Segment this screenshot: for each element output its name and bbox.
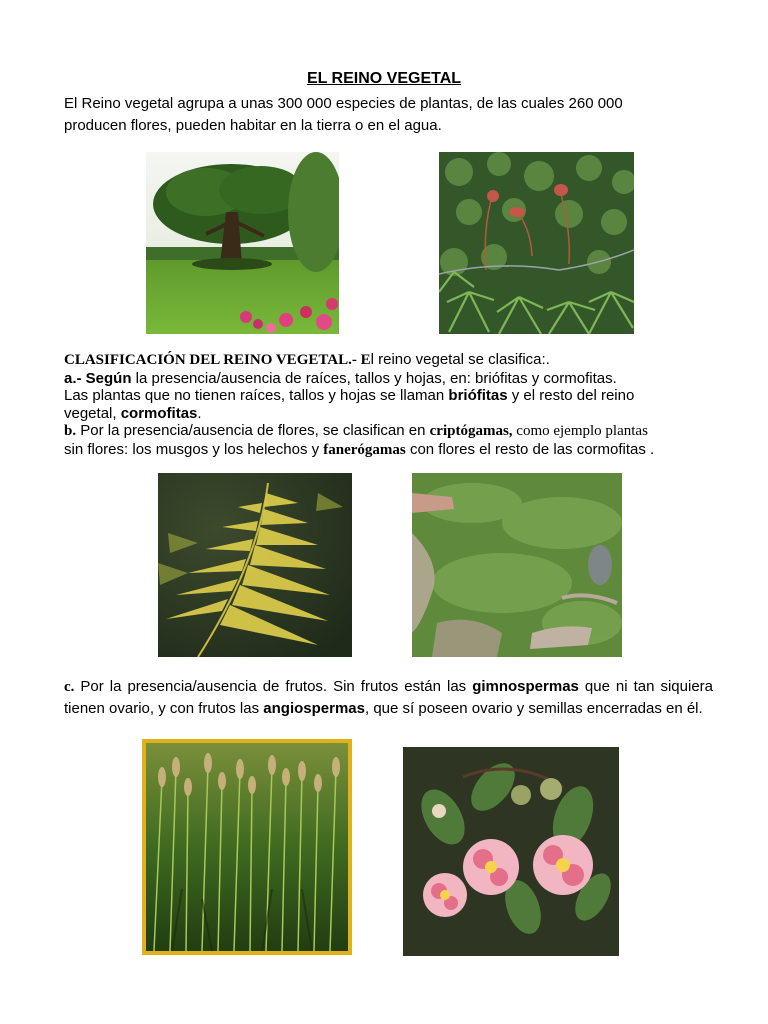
criterion-a-label: a.- Según (64, 369, 132, 387)
briofitas-term: briófitas (448, 387, 508, 404)
page-title: EL REINO VEGETAL (306, 70, 462, 87)
criterion-b2-text: sin flores: los musgos y los helechos y (64, 440, 324, 458)
criterion-a-line-3 (64, 405, 714, 423)
criterion-a2-rest: y el resto del reino (507, 387, 635, 404)
classification-heading-line (64, 351, 714, 370)
fruits-text-1: Por la presencia/ausencia de frutos. Sin frutos están las (74, 678, 473, 695)
tree-photo (146, 152, 339, 334)
classification-heading: CLASIFICACIÓN DEL REINO VEGETAL.- (64, 352, 357, 368)
fanerogamas-term: fanerógamas (323, 441, 406, 458)
classification-heading-letter: E (356, 352, 371, 368)
fruits-text-3: , que sí poseen ovario y semillas encerradas en él. (365, 700, 703, 717)
gimnospermas-term: gimnospermas (472, 678, 579, 695)
moss-photo (439, 152, 634, 334)
intro-line-2: producen flores, pueden habitar en la tierra o en el agua. (64, 117, 442, 134)
fern-photo (158, 473, 352, 657)
intro-paragraph (64, 93, 712, 137)
fruits-text-2: que ni tan siquiera tienen ovario, y con frutos las (64, 678, 713, 717)
camellia-photo (403, 747, 619, 956)
criterion-a3-text: vegetal, (64, 404, 121, 422)
criterion-a-line (64, 370, 714, 388)
criterion-b-text: Por la presencia/ausencia de flores, se clasifican en (76, 422, 430, 439)
moss-carpet-photo (412, 473, 622, 657)
angiospermas-term: angiospermas (263, 700, 365, 717)
criterion-b-example: como ejemplo plantas (512, 423, 648, 439)
cormofitas-term: cormofitas (120, 404, 198, 422)
criptogamas-term: criptógamas, (429, 423, 513, 439)
criterion-a-text: la presencia/ausencia de raíces, tallos y hojas, en: briófitas y cormofitas. (131, 369, 617, 387)
criterion-c-label: c. (64, 679, 75, 695)
classification-section (64, 351, 714, 459)
criterion-b2-rest: con flores el resto de las cormofitas . (405, 440, 655, 458)
grass-photo (142, 739, 352, 955)
criterion-a2-text: Las plantas que no tienen raíces, tallos y hojas se llaman (64, 387, 449, 404)
criterion-a3-end: . (197, 404, 202, 422)
criterion-b-label: b. (64, 423, 77, 439)
criterion-a-line-2 (64, 387, 714, 405)
criterion-b-line-2 (64, 441, 714, 460)
criterion-b-line (64, 422, 714, 441)
classification-heading-rest: l reino vegetal se clasifica:. (370, 351, 550, 368)
fruits-paragraph (64, 676, 713, 719)
intro-line-1: El Reino vegetal agrupa a unas 300 000 especies de plantas, de las cuales 260 000 (64, 95, 623, 112)
